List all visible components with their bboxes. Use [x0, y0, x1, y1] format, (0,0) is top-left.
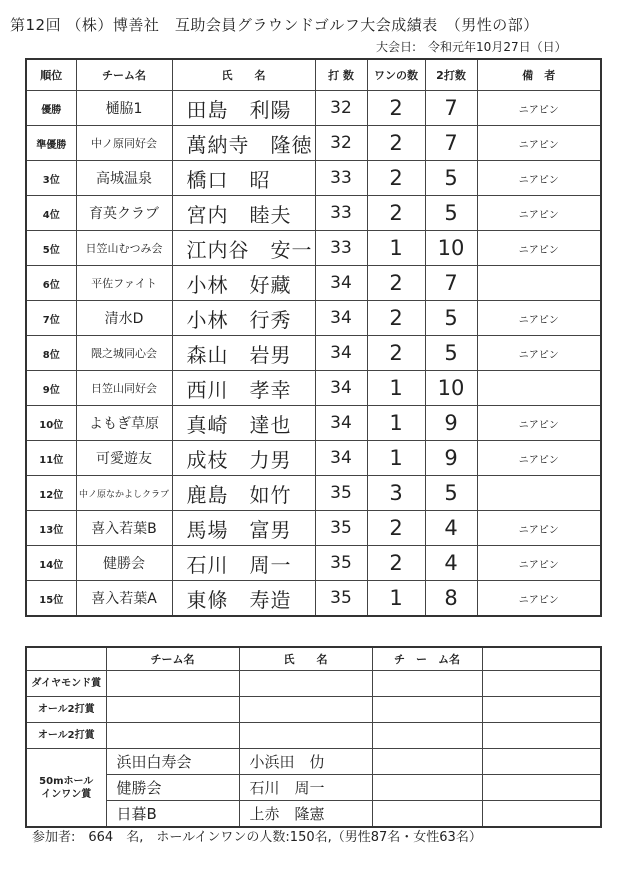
awards-col-extra: [482, 647, 601, 671]
col-name: 氏 名: [172, 59, 315, 91]
hio-name: 上赤 隆憲: [239, 801, 372, 828]
awards-col-name: 氏 名: [239, 647, 372, 671]
team-cell: 可愛遊友: [76, 441, 172, 476]
team-cell: 平佐ファイト: [76, 266, 172, 301]
hole-in-one-count-cell: 1: [367, 406, 425, 441]
note-cell: ニアピン: [477, 511, 601, 546]
player-name-cell: 小林 好藏: [172, 266, 315, 301]
hole-in-one-count-cell: 2: [367, 161, 425, 196]
team-cell: 高城温泉: [76, 161, 172, 196]
player-name-cell: 萬納寺 隆徳: [172, 126, 315, 161]
award-cell: [482, 749, 601, 775]
hio-team: 浜田白寿会: [106, 749, 239, 775]
award-label-hole-in-one: [26, 749, 106, 828]
score-cell: 35: [315, 581, 367, 617]
rank-cell: 優勝: [26, 91, 76, 126]
award-row-all-two-2: [26, 723, 601, 749]
score-cell: 34: [315, 266, 367, 301]
rank-cell: 8位: [26, 336, 76, 371]
hole-in-one-count-cell: 3: [367, 476, 425, 511]
results-table: [25, 58, 602, 617]
result-row: [26, 546, 601, 581]
player-name-cell: 鹿島 如竹: [172, 476, 315, 511]
rank-cell: 5位: [26, 231, 76, 266]
two-stroke-count-cell: 5: [425, 161, 477, 196]
award-cell: [106, 697, 239, 723]
team-cell: 日笠山同好会: [76, 371, 172, 406]
score-cell: 35: [315, 511, 367, 546]
note-cell: ニアピン: [477, 126, 601, 161]
rank-cell: 15位: [26, 581, 76, 617]
player-name-cell: 真崎 達也: [172, 406, 315, 441]
team-cell: 樋脇1: [76, 91, 172, 126]
hole-in-one-count-cell: 2: [367, 266, 425, 301]
award-label: オール2打賞: [26, 697, 106, 723]
team-cell: 育英クラブ: [76, 196, 172, 231]
result-row: [26, 476, 601, 511]
rank-cell: 13位: [26, 511, 76, 546]
player-name-cell: 橋口 昭: [172, 161, 315, 196]
rank-cell: 9位: [26, 371, 76, 406]
team-cell: 喜入若葉B: [76, 511, 172, 546]
score-cell: 35: [315, 546, 367, 581]
two-stroke-count-cell: 9: [425, 441, 477, 476]
rank-cell: 11位: [26, 441, 76, 476]
two-stroke-count-cell: 10: [425, 231, 477, 266]
awards-col-label: [26, 647, 106, 671]
col-hole-in-one: ワンの数: [367, 59, 425, 91]
score-cell: 34: [315, 301, 367, 336]
team-cell: 日笠山むつみ会: [76, 231, 172, 266]
award-row-hole-in-one: [26, 749, 601, 775]
two-stroke-count-cell: 8: [425, 581, 477, 617]
award-cell: [372, 697, 482, 723]
hio-name: 小浜田 仂: [239, 749, 372, 775]
hole-in-one-count-cell: 1: [367, 581, 425, 617]
rank-cell: 14位: [26, 546, 76, 581]
result-row: [26, 336, 601, 371]
award-row-all-two-1: [26, 697, 601, 723]
note-cell: ニアピン: [477, 336, 601, 371]
awards-col-team: チーム名: [106, 647, 239, 671]
col-rank: 順位: [26, 59, 76, 91]
rank-cell: 12位: [26, 476, 76, 511]
rank-cell: 10位: [26, 406, 76, 441]
rank-cell: 準優勝: [26, 126, 76, 161]
hole-in-one-count-cell: 2: [367, 196, 425, 231]
award-cell: [372, 775, 482, 801]
award-label-line: インワン賞: [41, 788, 92, 800]
score-cell: 33: [315, 161, 367, 196]
team-cell: 健勝会: [76, 546, 172, 581]
award-cell: [239, 697, 372, 723]
two-stroke-count-cell: 10: [425, 371, 477, 406]
award-cell: [372, 749, 482, 775]
hole-in-one-count-cell: 2: [367, 126, 425, 161]
result-row: [26, 196, 601, 231]
team-cell: 中ノ原なかよしクラブ: [76, 476, 172, 511]
event-date: 大会日: 令和元年10月27日（日）: [376, 40, 567, 54]
score-cell: 34: [315, 371, 367, 406]
two-stroke-count-cell: 5: [425, 196, 477, 231]
result-row: [26, 581, 601, 617]
score-cell: 33: [315, 196, 367, 231]
results-header-row: [26, 59, 601, 91]
team-cell: 隈之城同心会: [76, 336, 172, 371]
two-stroke-count-cell: 7: [425, 91, 477, 126]
col-two-strokes: 2打数: [425, 59, 477, 91]
player-name-cell: 宮内 睦夫: [172, 196, 315, 231]
score-cell: 32: [315, 91, 367, 126]
award-cell: [239, 671, 372, 697]
award-label: オール2打賞: [26, 723, 106, 749]
score-cell: 34: [315, 406, 367, 441]
hio-team: 健勝会: [106, 775, 239, 801]
team-cell: 中ノ原同好会: [76, 126, 172, 161]
two-stroke-count-cell: 9: [425, 406, 477, 441]
rank-cell: 3位: [26, 161, 76, 196]
award-cell: [106, 671, 239, 697]
note-cell: ニアピン: [477, 91, 601, 126]
hole-in-one-count-cell: 1: [367, 371, 425, 406]
award-label-line: 50mホール: [39, 775, 94, 787]
player-name-cell: 石川 周一: [172, 546, 315, 581]
result-row: [26, 406, 601, 441]
hio-team: 日暮B: [106, 801, 239, 828]
award-label: ダイヤモンド賞: [26, 671, 106, 697]
team-cell: 清水D: [76, 301, 172, 336]
note-cell: [477, 266, 601, 301]
hole-in-one-count-cell: 2: [367, 546, 425, 581]
score-cell: 33: [315, 231, 367, 266]
two-stroke-count-cell: 5: [425, 301, 477, 336]
result-row: [26, 161, 601, 196]
player-name-cell: 森山 岩男: [172, 336, 315, 371]
hole-in-one-count-cell: 2: [367, 336, 425, 371]
participants-summary: 参加者: 664 名, ホールインワンの人数:150名,（男性87名・女性63名）: [32, 830, 482, 845]
note-cell: ニアピン: [477, 546, 601, 581]
award-row-diamond: [26, 671, 601, 697]
player-name-cell: 江内谷 安一: [172, 231, 315, 266]
player-name-cell: 成枝 力男: [172, 441, 315, 476]
rank-cell: 6位: [26, 266, 76, 301]
award-cell: [372, 671, 482, 697]
result-row: [26, 301, 601, 336]
hole-in-one-count-cell: 2: [367, 91, 425, 126]
result-row: [26, 511, 601, 546]
award-cell: [482, 801, 601, 828]
award-row-hole-in-one: [26, 801, 601, 828]
award-cell: [106, 723, 239, 749]
award-cell: [372, 723, 482, 749]
rank-cell: 7位: [26, 301, 76, 336]
player-name-cell: 田島 利陽: [172, 91, 315, 126]
two-stroke-count-cell: 5: [425, 336, 477, 371]
hole-in-one-count-cell: 2: [367, 511, 425, 546]
col-notes: 備 者: [477, 59, 601, 91]
note-cell: ニアピン: [477, 196, 601, 231]
award-cell: [482, 697, 601, 723]
note-cell: ニアピン: [477, 441, 601, 476]
hio-name: 石川 周一: [239, 775, 372, 801]
two-stroke-count-cell: 7: [425, 266, 477, 301]
award-row-hole-in-one: [26, 775, 601, 801]
note-cell: ニアピン: [477, 231, 601, 266]
col-team: チーム名: [76, 59, 172, 91]
hole-in-one-count-cell: 1: [367, 231, 425, 266]
result-row: [26, 371, 601, 406]
rank-cell: 4位: [26, 196, 76, 231]
award-cell: [482, 775, 601, 801]
page-title: 第12回 （株）博善社 互助会員グラウンドゴルフ大会成績表 （男性の部）: [10, 16, 539, 34]
two-stroke-count-cell: 7: [425, 126, 477, 161]
note-cell: ニアピン: [477, 406, 601, 441]
hole-in-one-count-cell: 2: [367, 301, 425, 336]
awards-header-row: [26, 647, 601, 671]
team-cell: 喜入若葉A: [76, 581, 172, 617]
note-cell: ニアピン: [477, 301, 601, 336]
award-cell: [372, 801, 482, 828]
col-score: 打 数: [315, 59, 367, 91]
two-stroke-count-cell: 5: [425, 476, 477, 511]
award-cell: [482, 671, 601, 697]
award-cell: [482, 723, 601, 749]
player-name-cell: 馬場 富男: [172, 511, 315, 546]
result-row: [26, 441, 601, 476]
two-stroke-count-cell: 4: [425, 546, 477, 581]
team-cell: よもぎ草原: [76, 406, 172, 441]
result-row: [26, 126, 601, 161]
score-cell: 34: [315, 441, 367, 476]
player-name-cell: 西川 孝幸: [172, 371, 315, 406]
note-cell: [477, 476, 601, 511]
award-cell: [239, 723, 372, 749]
note-cell: ニアピン: [477, 161, 601, 196]
awards-col-team2: チ ー ム名: [372, 647, 482, 671]
player-name-cell: 東條 寿造: [172, 581, 315, 617]
result-row: [26, 91, 601, 126]
note-cell: ニアピン: [477, 581, 601, 617]
hole-in-one-count-cell: 1: [367, 441, 425, 476]
result-row: [26, 231, 601, 266]
score-cell: 35: [315, 476, 367, 511]
score-cell: 34: [315, 336, 367, 371]
note-cell: [477, 371, 601, 406]
awards-table: [25, 646, 602, 828]
result-row: [26, 266, 601, 301]
score-cell: 32: [315, 126, 367, 161]
two-stroke-count-cell: 4: [425, 511, 477, 546]
player-name-cell: 小林 行秀: [172, 301, 315, 336]
